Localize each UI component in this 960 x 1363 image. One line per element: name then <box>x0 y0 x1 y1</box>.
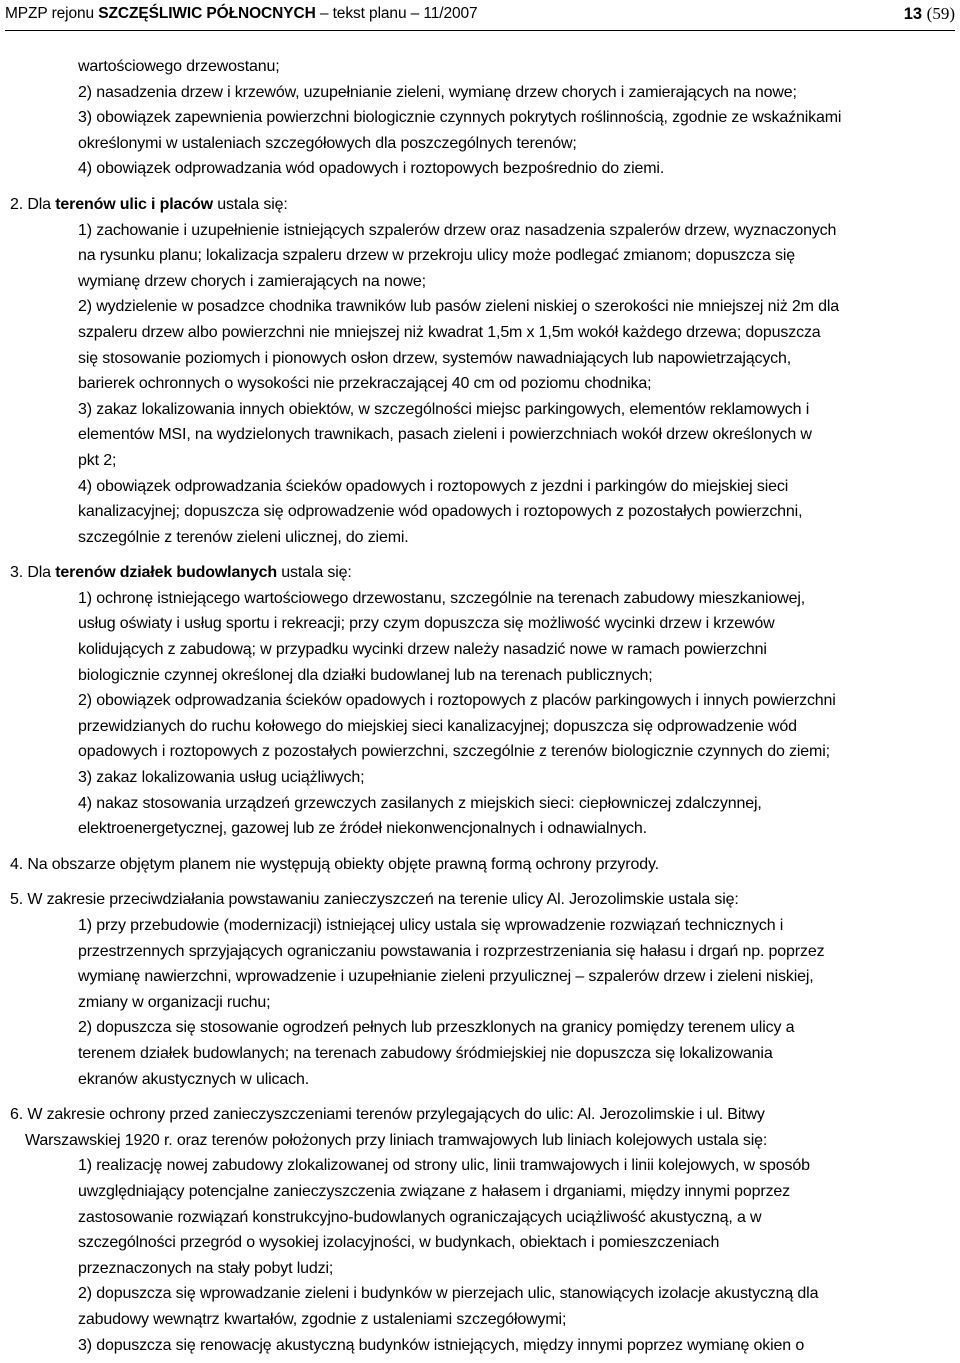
section-2-bold: terenów ulic i placów <box>55 195 213 213</box>
section-3-suffix: ustala się: <box>276 564 352 582</box>
header-title-suffix: – tekst planu – 11/2007 <box>315 5 478 22</box>
text-line: 1) realizację nowej zabudowy zlokalizowanej od strony ulic, linii tramwajowych i linii kolejowych, w sposób <box>78 1157 810 1175</box>
text-line: wymianę nawierzchni, wprowadzenie i uzupełnianie zieleni przyulicznej – szpalerów drzew i zieleni niskiej, <box>78 968 814 986</box>
text-line: 4) obowiązek odprowadzania ścieków opadowych i roztopowych z jezdni i parkingów do miejskiej sieci <box>78 477 789 495</box>
section-2-suffix: ustala się: <box>212 195 288 213</box>
header-title <box>5 2 478 26</box>
text-line: uwzględniający potencjalne zanieczyszczenia związane z hałasem i drganiami, między innymi poprzez <box>78 1182 791 1200</box>
section-6-heading-cont: Warszawskiej 1920 r. oraz terenów położonych przy liniach tramwajowych lub liniach kolejowych ustala się: <box>25 1131 768 1149</box>
section-3-prefix: 3. Dla <box>10 564 56 582</box>
section-2-prefix: 2. Dla <box>10 195 56 213</box>
section-3-heading <box>0 560 960 586</box>
text-line: przestrzennych sprzyjających ograniczaniu powstawania i rozprzestrzeniania się hałasu i drgań np. poprzez <box>78 942 825 960</box>
text-line: wymianę drzew chorych i zamierających na nowe; <box>78 272 426 290</box>
text-line: terenem działek budowlanych; na terenach zabudowy śródmiejskiej nie dopuszcza się lokalizowania <box>78 1044 773 1062</box>
header-title-prefix: MPZP rejonu <box>5 5 99 22</box>
text-line: szpaleru drzew albo powierzchni nie mniejszej niż kwadrat 1,5m x 1,5m wokół każdego drzewa; dopuszcza <box>78 323 821 341</box>
text-line: na rysunku planu; lokalizacja szpaleru drzew w przekroju ulicy może podlegać zmianom; dopuszcza się <box>78 247 796 265</box>
section-6-heading: 6. W zakresie ochrony przed zanieczyszczeniami terenów przylegających do ulic: Al. Jerozolimskie i ul. Bitwy <box>10 1106 765 1124</box>
section-3-bold: terenów działek budowlanych <box>55 564 277 582</box>
text-line: 1) ochronę istniejącego wartościowego drzewostanu, szczególnie na terenach zabudowy mieszkaniowej, <box>78 589 806 607</box>
text-line: 1) przy przebudowie (modernizacji) istniejącej ulicy ustala się wprowadzenie rozwiązań technicznych i <box>78 917 784 934</box>
text-line: przeznaczonych na stały pobyt ludzi; <box>78 1259 334 1277</box>
text-line: kolidujących z zabudową; w przypadku wycinki drzew należy nasadzić nowe w ramach powierzchni <box>78 641 767 659</box>
document-body <box>0 54 960 1358</box>
text-line: elementów MSI, na wydzielonych trawnikach, pasach zieleni i powierzchniach wokół drzew określonych w <box>78 426 812 444</box>
text-line: kanalizacyjnej; dopuszcza się odprowadzenie wód opadowych i roztopowych z pozostałych powierzchni, <box>78 503 803 521</box>
text-line: opadowych i roztopowych z pozostałych powierzchni, szczególnie z terenów biologicznie czynnych do ziemi; <box>78 743 830 761</box>
text-line: 2) dopuszcza się stosowanie ogrodzeń pełnych lub przeszklonych na granicy pomiędzy terenem ulicy a <box>78 1019 795 1037</box>
text-line: się stosowanie poziomych i pionowych osłon drzew, systemów nawadniających lub napowietrzających, <box>78 349 792 367</box>
text-line: szczególności przegród o wysokiej izolacyjności, w budynkach, obiektach i pomieszczeniach <box>78 1234 720 1252</box>
text-line: elektroenergetycznej, gazowej lub ze źródeł niekonwencjonalnych i odnawialnych. <box>78 820 647 838</box>
text-line: 2) obowiązek odprowadzania ścieków opadowych i roztopowych z placów parkingowych i innych powierzchni <box>78 692 836 710</box>
text-line: 3) zakaz lokalizowania usług uciążliwych; <box>78 769 365 787</box>
section-4-text: 4. Na obszarze objętym planem nie występują obiekty objęte prawną formą ochrony przyrody. <box>10 855 659 873</box>
text-line: wartościowego drzewostanu; <box>78 58 280 75</box>
text-line: 3) dopuszcza się renowację akustyczną budynków istniejących, między innymi poprzez wymianę okien o <box>78 1336 805 1354</box>
text-line: 2) dopuszcza się wprowadzanie zieleni i budynków w pierzejach ulic, stanowiących izolacje akustyczną dla <box>78 1285 819 1303</box>
text-line: 3) obowiązek zapewnienia powierzchni biologicznie czynnych pokrytych roślinnością, zgodnie ze wskaźnikami <box>78 109 842 127</box>
page-total: (59) <box>926 4 955 23</box>
text-line: szczególnie z terenów zieleni ulicznej, do ziemi. <box>78 528 409 546</box>
text-line: ekranów akustycznych w ulicach. <box>78 1070 310 1088</box>
text-line: 2) wydzielenie w posadzce chodnika trawników lub pasów zieleni niskiej o szerokości nie mniejszej niż 2m dla <box>78 298 840 316</box>
header-title-bold: SZCZĘŚLIWIC PÓŁNOCNYCH <box>98 5 316 22</box>
text-line: usług oświaty i usług sportu i rekreacji; przy czym dopuszcza się możliwość wycinki drzew i krzewów <box>78 615 775 633</box>
text-line: 4) obowiązek odprowadzania wód opadowych i roztopowych bezpośrednio do ziemi. <box>78 160 665 178</box>
text-line: pkt 2; <box>78 451 117 469</box>
section-2-heading <box>0 192 960 218</box>
text-line: zastosowanie rozwiązań konstrukcyjno-budowlanych ograniczających uciążliwość akustyczną, a w <box>78 1208 762 1226</box>
page-number: 13 <box>903 5 923 23</box>
text-line: biologicznie czynnej określonej dla działki budowlanej lub na terenach publicznych; <box>78 666 653 684</box>
text-line: określonymi w ustaleniach szczegółowych dla poszczególnych terenów; <box>78 134 577 152</box>
text-line: 4) nakaz stosowania urządzeń grzewczych zasilanych z miejskich sieci: ciepłowniczej zdalczynnej, <box>78 794 762 812</box>
text-line: 3) zakaz lokalizowania innych obiektów, w szczególności miejsc parkingowych, elementów reklamowych i <box>78 400 810 418</box>
page-header <box>5 2 955 31</box>
page-number-indicator <box>904 2 955 26</box>
text-line: przewidzianych do ruchu kołowego do miejskiej sieci kanalizacyjnej; dopuszcza się odprowadzenie wód <box>78 717 797 735</box>
text-line: 1) zachowanie i uzupełnienie istniejących szpalerów drzew oraz nasadzenia szpalerów drzew, wyznaczonych <box>78 221 837 239</box>
section-5-heading: 5. W zakresie przeciwdziałania powstawaniu zanieczyszczeń na terenie ulicy Al. Jerozolimskie ustala się: <box>10 891 739 909</box>
text-line: zmiany w organizacji ruchu; <box>78 993 271 1011</box>
text-line: barierek ochronnych o wysokości nie przekraczającej 40 cm od poziomu chodnika; <box>78 375 652 393</box>
text-line: zabudowy wewnątrz kwartałów, zgodnie z ustaleniami szczegółowymi; <box>78 1310 567 1328</box>
text-line: 2) nasadzenia drzew i krzewów, uzupełnianie zieleni, wymianę drzew chorych i zamierających na nowe; <box>78 83 797 101</box>
